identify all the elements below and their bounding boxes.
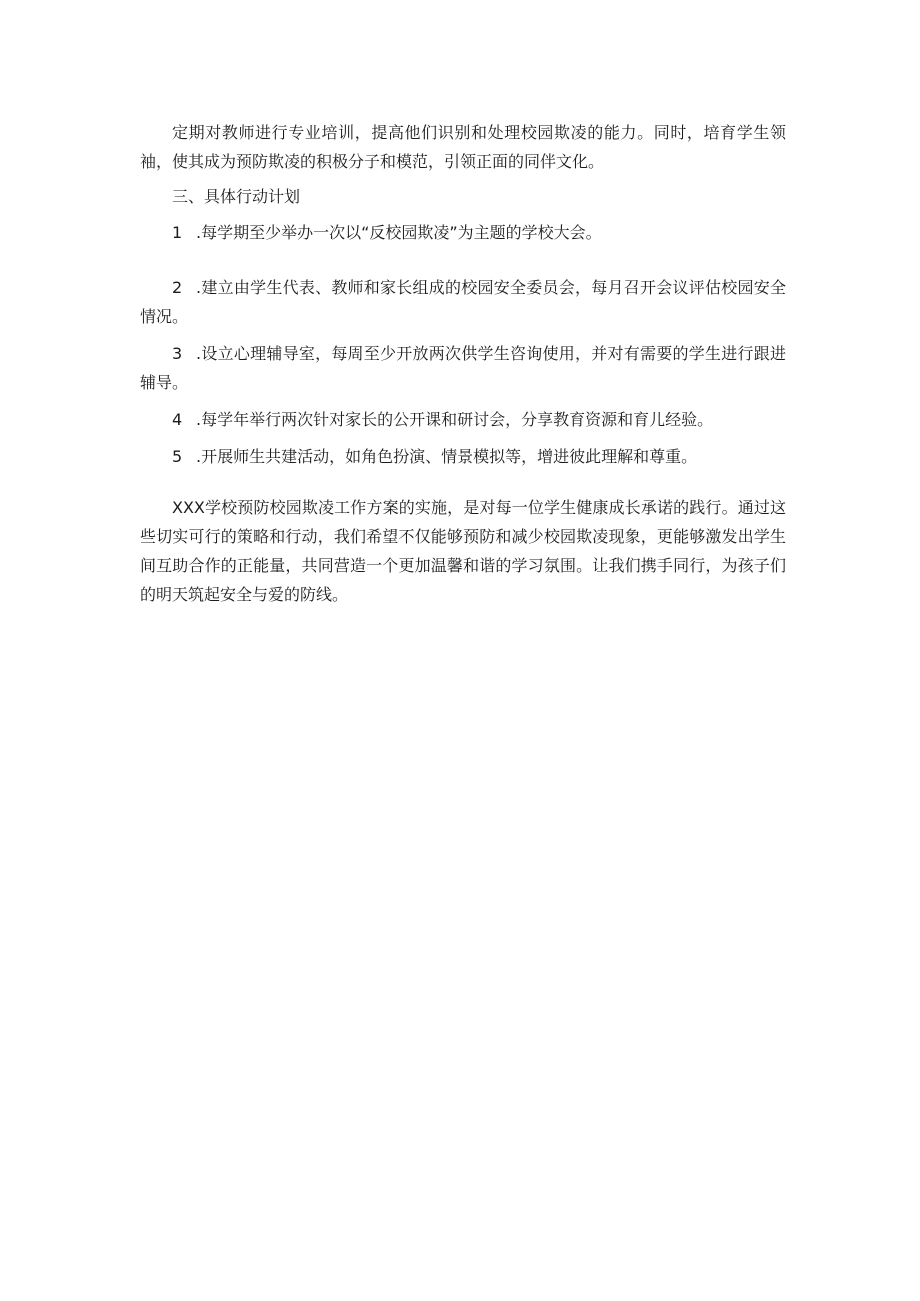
closing-paragraph: XXX学校预防校园欺凌工作方案的实施，是对每一位学生健康成长承诺的践行。通过这些切实可行的策略和行动，我们希望不仅能够预防和减少校园欺凌现象，更能够激发出学生间互助合作的正能量，共同营造一个更加温馨和谐的学习氛围。让我们携手同行，为孩子们的明天筑起安全与爱的防线。 <box>140 498 786 604</box>
action-item-number: 3 <box>172 344 183 363</box>
action-item-number: 1 <box>172 223 183 242</box>
action-item-5 <box>140 442 786 471</box>
section-heading: 三、具体行动计划 <box>172 187 301 206</box>
action-item-4 <box>140 405 786 434</box>
action-item-3 <box>140 339 786 397</box>
action-item-text: .每学年举行两次针对家长的公开课和研讨会，分享教育资源和育儿经验。 <box>196 410 714 429</box>
action-item-text: .每学期至少举办一次以“反校园欺凌”为主题的学校大会。 <box>196 223 602 242</box>
action-item-text: .建立由学生代表、教师和家长组成的校园安全委员会，每月召开会议评估校园安全情况。 <box>140 278 786 326</box>
action-item-2 <box>140 273 786 331</box>
action-item-number: 4 <box>172 410 183 429</box>
intro-paragraph: 定期对教师进行专业培训，提高他们识别和处理校园欺凌的能力。同时，培育学生领袖，使其成为预防欺凌的积极分子和模范，引领正面的同伴文化。 <box>140 123 786 171</box>
action-item-1 <box>140 218 786 247</box>
action-item-text: .设立心理辅导室，每周至少开放两次供学生咨询使用，并对有需要的学生进行跟进辅导。 <box>140 344 786 392</box>
document-body <box>140 118 786 609</box>
action-item-number: 2 <box>172 278 183 297</box>
action-item-number: 5 <box>172 447 183 466</box>
action-item-text: .开展师生共建活动，如角色扮演、情景模拟等，增进彼此理解和尊重。 <box>196 447 698 466</box>
